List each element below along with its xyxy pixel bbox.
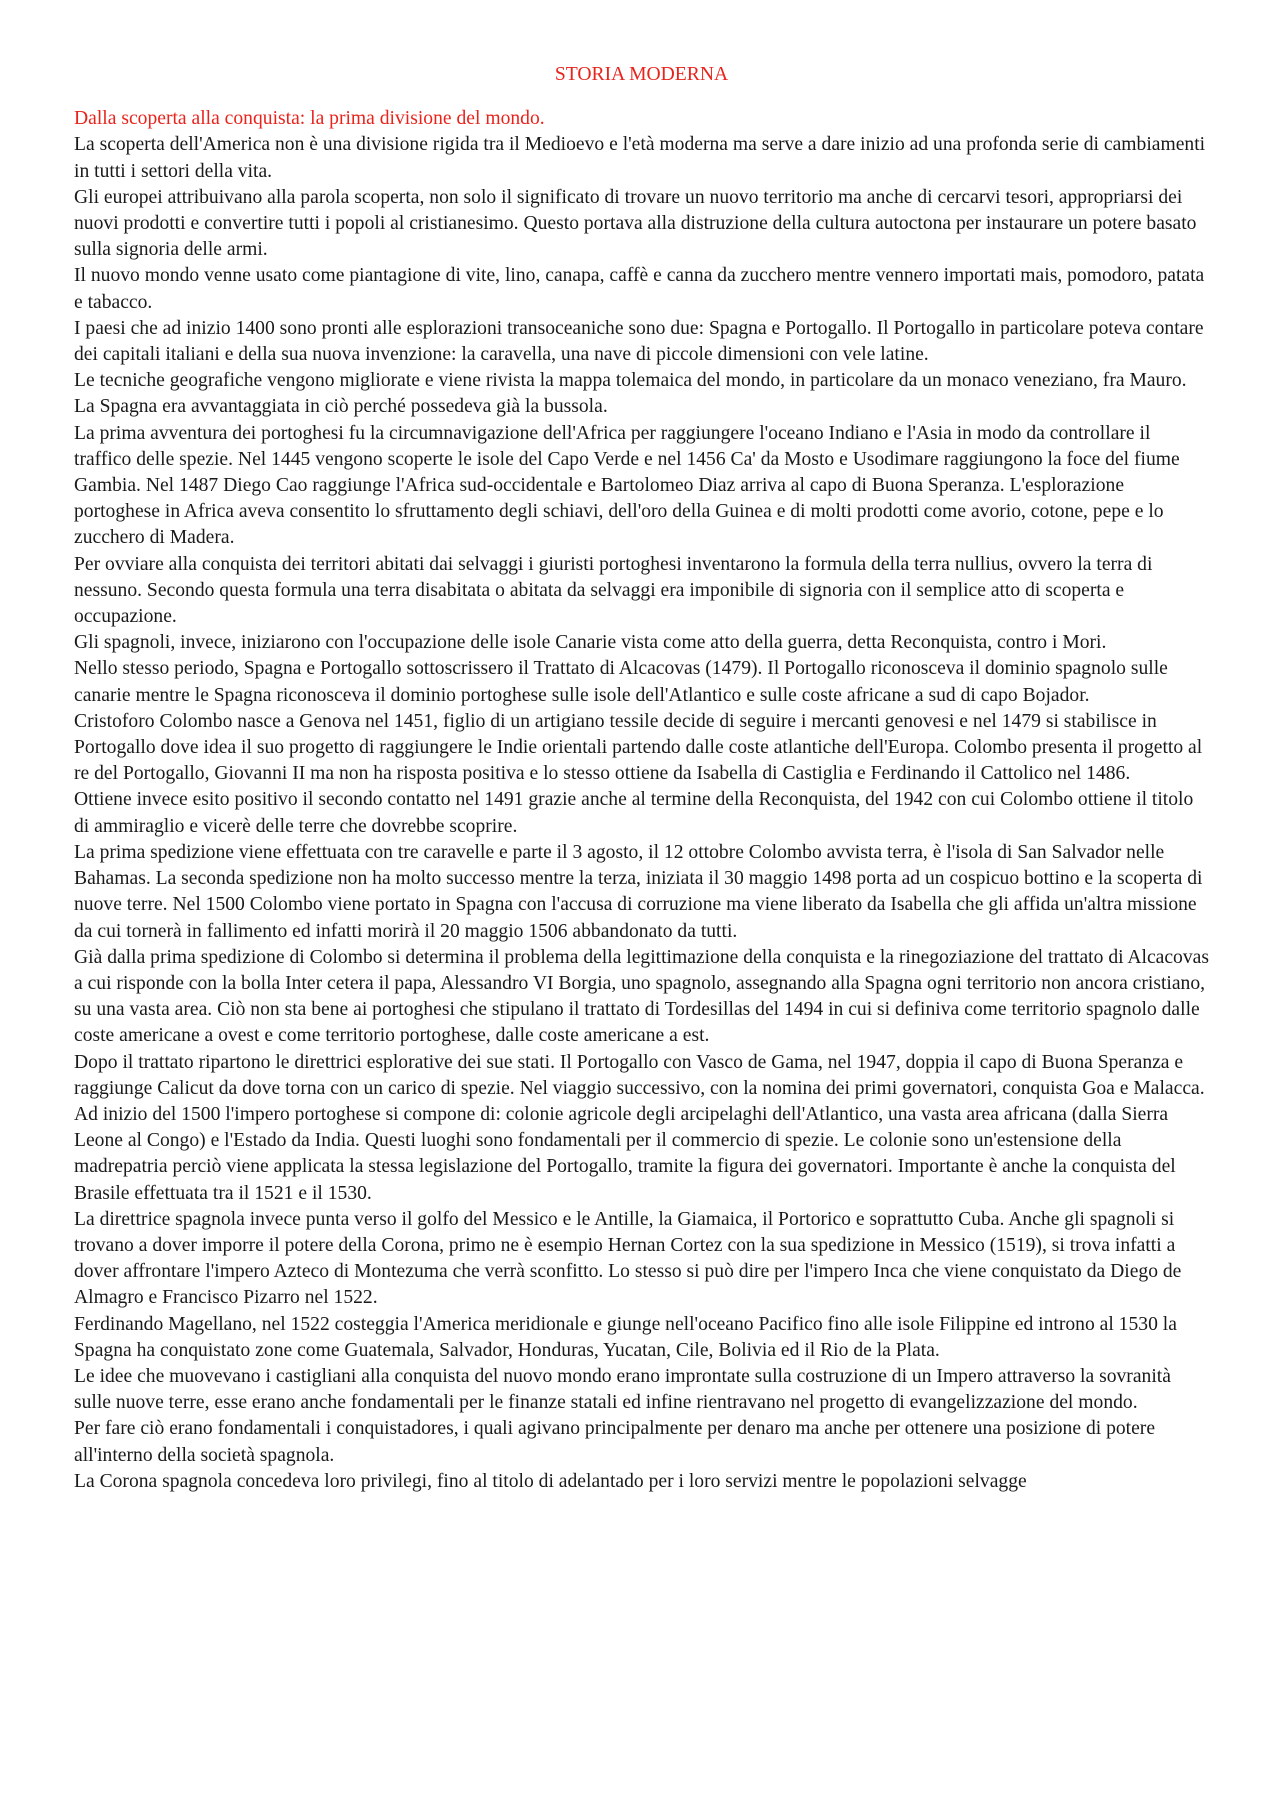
- paragraph: Ferdinando Magellano, nel 1522 costeggia l'America meridionale e giunge nell'oceano Pacifico fino alle isole Filippine ed introno al 1530 la Spagna ha conquistato zone come Guatemala, Salvador, Honduras, Yucatan, Cile, Bolivia ed il Rio de la Plata.: [74, 1313, 1177, 1361]
- document-body: [74, 132, 1209, 1495]
- paragraph: Gli spagnoli, invece, iniziarono con l'occupazione delle isole Canarie vista come atto della guerra, detta Reconquista, contro i Mori.: [74, 632, 1107, 654]
- paragraph: La prima spedizione viene effettuata con tre caravelle e parte il 3 agosto, il 12 ottobre Colombo avvista terra, è l'isola di San Salvador nelle Bahamas. La seconda spedizione non ha molto successo mentre la terza, iniziata il 30 maggio 1498 porta ad un cospicuo bottino e la scoperta di nuove terre. Nel 1500 Colombo viene portato in Spagna con l'accusa di corruzione ma viene liberato da Isabella che gli affida un'altra missione da cui tornerà in fallimento ed infatti morirà il 20 maggio 1506 abbandonato da tutti.: [74, 841, 1203, 942]
- paragraph: La prima avventura dei portoghesi fu la circumnavigazione dell'Africa per raggiungere l'oceano Indiano e l'Asia in modo da controllare il traffico delle spezie. Nel 1445 vengono scoperte le isole del Capo Verde e nel 1456 Ca' da Mosto e Usodimare raggiungono la foce del fiume Gambia. Nel 1487 Diego Cao raggiunge l'Africa sud-occidentale e Bartolomeo Diaz arriva al capo di Buona Speranza. L'esplorazione portoghese in Africa aveva consentito lo sfruttamento degli schiavi, dell'oro della Guinea e di molti prodotti come avorio, cotone, pepe e lo zucchero di Madera.: [74, 422, 1180, 549]
- paragraph: Gli europei attribuivano alla parola scoperta, non solo il significato di trovare un nuovo territorio ma anche di cercarvi tesori, appropriarsi dei nuovi prodotti e convertire tutti i popoli al cristianesimo. Questo portava alla distruzione della cultura autoctona per instaurare un potere basato sulla signoria delle armi.: [74, 186, 1197, 261]
- paragraph: Dopo il trattato ripartono le direttrici esplorative dei sue stati. Il Portogallo con Vasco de Gama, nel 1947, doppia il capo di Buona Speranza e raggiunge Calicut da dove torna con un carico di spezie. Nel viaggio successivo, con la nomina dei primi governatori, conquista Goa e Malacca.: [74, 1051, 1205, 1099]
- paragraph: La direttrice spagnola invece punta verso il golfo del Messico e le Antille, la Giamaica, il Portorico e soprattutto Cuba. Anche gli spagnoli si trovano a dover imporre il potere della Corona, primo ne è esempio Hernan Cortez con la sua spedizione in Messico (1519), si trova infatti a dover affrontare l'impero Azteco di Montezuma che verrà sconfitto. Lo stesso si può dire per l'impero Inca che viene conquistato da Diego de Almagro e Francisco Pizarro nel 1522.: [74, 1208, 1182, 1309]
- paragraph: Già dalla prima spedizione di Colombo si determina il problema della legittimazione della conquista e la rinegoziazione del trattato di Alcacovas a cui risponde con la bolla Inter cetera il papa, Alessandro VI Borgia, uno spagnolo, assegnando alla Spagna ogni territorio non ancora cristiano, su una vasta area. Ciò non sta bene ai portoghesi che stipulano il trattato di Tordesillas del 1494 in cui si definiva come territorio spagnolo dalle coste americane a ovest e come territorio portoghese, dalle coste americane a est.: [74, 946, 1209, 1047]
- paragraph: Per ovviare alla conquista dei territori abitati dai selvaggi i giuristi portoghesi inventarono la formula della terra nullius, ovvero la terra di nessuno. Secondo questa formula una terra disabitata o abitata da selvaggi era imponibile di signoria con il semplice atto di scoperta e occupazione.: [74, 553, 1153, 628]
- paragraph: I paesi che ad inizio 1400 sono pronti alle esplorazioni transoceaniche sono due: Spagna e Portogallo. Il Portogallo in particolare poteva contare dei capitali italiani e della sua nuova invenzione: la caravella, una nave di piccole dimensioni con vele latine.: [74, 317, 1204, 366]
- paragraph: Ad inizio del 1500 l'impero portoghese si compone di: colonie agricole degli arcipelaghi dell'Atlantico, una vasta area africana (dalla Sierra Leone al Congo) e l'Estado da India. Questi luoghi sono fondamentali per il commercio di spezie. Le colonie sono un'estensione della madrepatria perciò viene applicata la stessa legislazione del Portogallo, tramite la figura dei governatori. Importante è anche la conquista del Brasile effettuata tra il 1521 e il 1530.: [74, 1103, 1176, 1204]
- document-page: [74, 62, 1209, 1495]
- paragraph: La scoperta dell'America non è una divisione rigida tra il Medioevo e l'età moderna ma serve a dare inizio ad una profonda serie di cambiamenti in tutti i settori della vita.: [74, 134, 1206, 182]
- paragraph: Il nuovo mondo venne usato come piantagione di vite, lino, canapa, caffè e canna da zucchero mentre vennero importati mais, pomodoro, patata e tabacco.: [74, 265, 1205, 313]
- paragraph: Le idee che muovevano i castigliani alla conquista del nuovo mondo erano improntate sulla costruzione di un Impero attraverso la sovranità sulle nuove terre, esse erano anche fondamentali per le finanze statali ed infine rientravano nel progetto di evangelizzazione del mondo.: [74, 1365, 1171, 1414]
- paragraph: Ottiene invece esito positivo il secondo contatto nel 1491 grazie anche al termine della Reconquista, del 1942 con cui Colombo ottiene il titolo di ammiraglio e vicerè delle terre che dovrebbe scoprire.: [74, 789, 1194, 837]
- paragraph: Per fare ciò erano fondamentali i conquistadores, i quali agivano principalmente per denaro ma anche per ottenere una posizione di potere all'interno della società spagnola.: [74, 1418, 1156, 1466]
- section-title: Dalla scoperta alla conquista: la prima divisione del mondo.: [74, 108, 545, 130]
- paragraph: Le tecniche geografiche vengono migliorate e viene rivista la mappa tolemaica del mondo, in particolare da un monaco veneziano, fra Mauro. La Spagna era avvantaggiata in ciò perché possedeva già la bussola.: [74, 370, 1187, 418]
- paragraph: La Corona spagnola concedeva loro privilegi, fino al titolo di adelantado per i loro servizi mentre le popolazioni selvagge: [74, 1470, 1027, 1492]
- document-title: STORIA MODERNA: [554, 64, 729, 85]
- paragraph: Nello stesso periodo, Spagna e Portogallo sottoscrissero il Trattato di Alcacovas (1479). Il Portogallo riconosceva il dominio spagnolo sulle canarie mentre le Spagna riconosceva il dominio portoghese sulle isole dell'Atlantico e sulle coste africane a sud di capo Bojador.: [74, 658, 1168, 706]
- paragraph: Cristoforo Colombo nasce a Genova nel 1451, figlio di un artigiano tessile decide di seguire i mercanti genovesi e nel 1479 si stabilisce in Portogallo dove idea il suo progetto di raggiungere le Indie orientali partendo dalle coste atlantiche dell'Europa. Colombo presenta il progetto al re del Portogallo, Giovanni II ma non ha risposta positiva e lo stesso ottiene da Isabella di Castiglia e Ferdinando il Cattolico nel 1486.: [74, 710, 1203, 785]
